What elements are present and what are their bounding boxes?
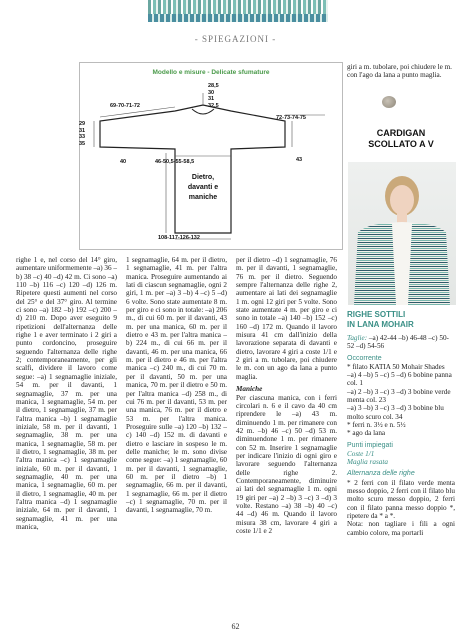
cuff-height-label: 43 (296, 157, 303, 163)
yarn-title-line1: RIGHE SOTTILI (347, 310, 406, 319)
shoulder-width-label: 69-70-71-72 (110, 103, 140, 109)
punti-heading: Punti impiegati (347, 441, 393, 449)
body-height-label: 29 31 33 35 (79, 121, 86, 147)
occorrente-heading: Occorrente (347, 354, 382, 362)
punti-item: Maglia rasata (347, 458, 388, 467)
occorrente-item: * filato KATIA 50 Mohair Shades (347, 362, 445, 371)
pattern-title-line1: CARDIGAN (376, 128, 426, 138)
section-title: - SPIEGAZIONI - (194, 34, 277, 44)
half-width-label: 46-50,5-55-58,5 (155, 159, 195, 165)
right-intro-text: giri a m. tubolare, poi chiudere le m. con l'ago da lana a punto maglia. (347, 63, 452, 80)
yarn-ball-icon (382, 96, 396, 108)
occorrente-item: –a) 3 –b) 3 –c) 3 –d) 3 bobine blu molto scuro col. 34 (347, 404, 444, 421)
occorrente-item: * ferri n. 3½ e n. 5½ (347, 420, 406, 429)
piece-label: Dietro, davanti e maniche (187, 174, 219, 201)
text-column-1 (16, 256, 117, 531)
neck-depth-label: 28,5 30 31 32,5 (208, 83, 219, 109)
occorrente-item: –a) 2 –b) 3 –c) 3 –d) 3 bobine verde menta col. 23 (347, 387, 451, 405)
paragraph: 1 segnamaglie, 64 m. per il dietro, 1 segnamaglie, 41 m. per l'altra manica. Proseguire aumentando ai lati di ciascun segnamaglie, ogni 2 giri, 1 m. per –a) 3 –b) 4 –c) 5 –d) 6 volte. Sono state aumentate 8 m. per giro e ci sono in totale: –a) 206 m., di cui 60 m. per il davanti, 43 m. per una manica, 60 m. per il dietro e 43 m. per l'altra manica –b) 224 m., di cui 66 m. per il davanti, 46 m. per una manica, 66 m. per il dietro e 46 m. per l'altra manica –c) 240 m., di cui 70 m. per il davanti, 50 m. per una manica, 70 m. per il dietro e 50 m. per l'altra manica –d) 258 m., di cui 76 m. per il davanti, 53 m. per una manica, 76 m. per il dietro e 53 m. per l'altra manica. Proseguire sulle –a) 120 –b) 132 –c) 140 –d) 152 m. di davanti e dietro e lasciare in sospeso le m. delle maniche; le m. sono divise come segue: –a) 1 segnamaglie, 60 m. per il davanti, 1 segnamaglie, 60 m. per il dietro –b) 1 segnamaglie, 66 m. per il davanti, 1 segnamaglie, 66 m. per il dietro –c) 1 segnamaglie, 70 m. per il davanti, 1 segnamaglie, 70 m. (126, 256, 227, 515)
schematic-diagram (79, 62, 343, 250)
top-knit-strip-image (148, 0, 328, 22)
diagram-title: Modello e misure - Delicate sfumature (152, 69, 270, 76)
occorrente-item: * ago da lana (347, 429, 386, 438)
text-column-2 (126, 256, 227, 515)
occorrente-item: –a) 4 –b) 5 –c) 5 –d) 6 bobine panna col. 1 (347, 371, 452, 388)
paragraph: per il dietro –d) 1 segnamaglie, 76 m. per il davanti, 1 segnamaglie, 76 m. per il dietro. Seguendo sempre l'alternanza delle righe 2, aumentare ai lati dei segnamaglie 1 m. ogni 12 giri per 5 volte. Sono state aumentate 4 m. per giro e ci sono in totale –a) 140 –b) 152 –c) 160 –d) 172 m. Quando il lavoro misura 41 cm dall'inizio della lavorazione separata di davanti e dietro, lavorare 4 giri a coste 1/1 e 2 giri a m. tubolare, poi chiudere le m. con un ago da lana a punto maglia. (236, 256, 337, 381)
yarn-title (347, 310, 455, 329)
text-column-3 (236, 256, 337, 535)
page-number: 62 (231, 622, 240, 631)
sizes-value: –a) 42-44 –b) 46-48 –c) 50-52 –d) 54-56 (347, 334, 449, 351)
pattern-title (347, 128, 455, 150)
sizes-label: Taglie: (347, 334, 368, 342)
model-photo (348, 162, 456, 305)
bottom-width-label: 108-117-126-132 (158, 235, 200, 241)
pattern-title-line2: SCOLLATO A V (368, 139, 434, 149)
nota-text: Nota: non tagliare i fili a ogni cambio colore, ma portarli (347, 520, 455, 537)
section-heading-maniche: Maniche (236, 385, 263, 394)
hem-height-label: 40 (120, 159, 127, 165)
alternanza-text: * 2 ferri con il filato verde menta messo doppio, 2 ferri con il filato blu molto scuro messo doppio, 2 ferri con il filato panna messo doppio *, ripetere da * a *. (347, 478, 455, 520)
yarn-title-line2: IN LANA MOHAIR (347, 319, 414, 329)
alternanza-heading: Alternanza delle righe (347, 470, 415, 478)
sleeve-length-label: 72-73-74-75 (276, 115, 306, 121)
pattern-details (347, 334, 455, 537)
punti-item: Coste 1/1 (347, 449, 375, 458)
paragraph: Per ciascuna manica, con i ferri circolari n. 6 e il cavo da 40 cm riprendere le –a) 43 m. diminuendo 1 m. per rimanere con 42 m. –b) 46 –c) 50 –d) 53 m. diminuendone 1 m. per rimanere con 52 m. Inserire 1 segnamaglie per indicare l'inizio di ogni giro e lavorare seguendo l'alternanza delle righe 2. Contemporaneamente, diminuire ai lati del segnamaglie 1 m. ogni 19 giri per –a) 2 –b) 3 –c) 3 –d) 3 volte. Restano –a) 38 –b) 40 –c) 44 –d) 46 m. Quando il lavoro misura 38 cm, lavorare 4 giri a coste 1/1 e 2 (236, 393, 337, 535)
paragraph: righe 1 e, nel corso del 14° giro, aumentare uniformemente –a) 36 –b) 38 –c) 40 –d) 42 m. Ci sono –a) 110 –b) 116 –c) 120 –d) 126 m. Ripetere questi aumenti nel corso del 25° e del 37° giro. Al termine ci sono –a) 182 –b) 192 –c) 200 –d) 210 m. Dopo aver eseguito 9 ripetizioni dell'alternanza delle righe 1 e aver terminato i 2 giri a punto cordoncino, proseguire seguendo l'alternanza delle righe 2; contemporaneamente, per gli scalfi, dividere il lavoro come segue: –a) 1 segnamaglie iniziale, 54 m. per il davanti, 1 segnamaglie, 37 m. per una manica, 1 segnamaglie, 54 m. per il dietro, 1 segnamaglie, 37 m. per l'altra manica –b) 1 segnamaglie iniziale, 58 m. per il davanti, 1 segnamaglie, 38 m. per una manica, 1 segnamaglie, 58 m. per il dietro, 1 segnamaglie, 38 m. per l'altra manica –c) 1 segnamaglie iniziale, 60 m. per il davanti, 1 segnamaglie, 40 m. per una manica, 1 segnamaglie, 60 m. per il dietro, 1 segnamaglie, 40 m. per l'altra manica –d) 1 segnamaglie iniziale, 64 m. per il davanti, 1 segnamaglie, 41 m. per una manica, (16, 256, 117, 531)
